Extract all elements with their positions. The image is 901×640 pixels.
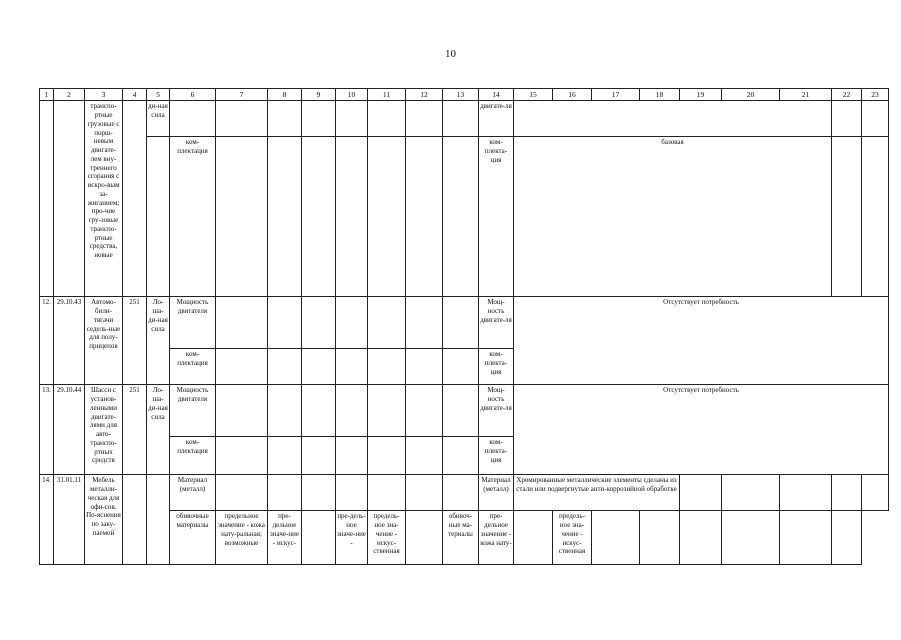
characteristic: обивочные материалы xyxy=(170,511,216,565)
value: предельное значение - кожа нату-ральная; возможные xyxy=(216,511,268,565)
page-number: 10 xyxy=(445,48,456,60)
col-header: 7 xyxy=(216,89,268,101)
okei-code: 251 xyxy=(123,297,147,385)
col-header: 12 xyxy=(406,89,443,101)
table-row xyxy=(40,137,889,297)
row-number: 13. xyxy=(40,385,54,475)
col-header: 1 xyxy=(40,89,54,101)
col-header: 13 xyxy=(443,89,479,101)
characteristic: Материал (металл) xyxy=(479,475,514,511)
value: Отсутствует потребность xyxy=(514,297,889,385)
col-header: 8 xyxy=(268,89,302,101)
col-header: 17 xyxy=(592,89,640,101)
row-number: 14. xyxy=(40,475,54,565)
col-header: 20 xyxy=(722,89,780,101)
table-row xyxy=(40,297,889,349)
col-header: 19 xyxy=(680,89,722,101)
col-header: 5 xyxy=(147,89,170,101)
characteristic: ком-плекта-ция xyxy=(479,349,514,385)
row-number: 12. xyxy=(40,297,54,385)
col-header: 3 xyxy=(85,89,123,101)
value: пре-дель-ное значе-ние - xyxy=(336,511,368,565)
okei-code: 251 xyxy=(123,385,147,475)
col-header: 16 xyxy=(553,89,592,101)
okpd-code: 29.10.43 xyxy=(54,297,85,385)
characteristic: обивоч-ные ма-териалы xyxy=(443,511,479,565)
okpd-code: 29.10.44 xyxy=(54,385,85,475)
table-row xyxy=(40,385,889,437)
value: базовая xyxy=(514,137,832,297)
characteristic: Мощность двигателя xyxy=(170,385,216,437)
col-header: 14 xyxy=(479,89,514,101)
characteristic: Мощ-ность двигате-ля xyxy=(479,297,514,349)
characteristic: ком-плекта-ция xyxy=(479,437,514,475)
okpd-code: 31.01.11 xyxy=(54,475,85,565)
col-header: 18 xyxy=(640,89,680,101)
value: предель-ное зна-чение - искус-ственная xyxy=(553,511,592,565)
characteristic: Материал (металл) xyxy=(170,475,216,511)
col-header: 11 xyxy=(368,89,406,101)
characteristic: двигате-ля xyxy=(479,101,514,137)
col-header: 21 xyxy=(780,89,832,101)
col-header: 15 xyxy=(514,89,553,101)
col-header: 10 xyxy=(336,89,368,101)
value: Хромированные металлические элементы сделаны из стали или подвергнутые анти-коррозийной обработке xyxy=(514,475,680,511)
characteristic: ком-плектация xyxy=(170,137,216,297)
header-row xyxy=(40,89,889,101)
value: Отсутствует потребность xyxy=(514,385,889,475)
col-header: 9 xyxy=(302,89,336,101)
unit: Ло-ша-ди-ная сила xyxy=(147,297,170,385)
value: предель-ное зна-чение - искус-ственная xyxy=(368,511,406,565)
col-header: 22 xyxy=(832,89,862,101)
value: пре-дельное значе-ние - искус- xyxy=(268,511,302,565)
col-header: 23 xyxy=(862,89,889,101)
value: пре-дельное значение - кожа нату- xyxy=(479,511,514,565)
col-header: 4 xyxy=(123,89,147,101)
characteristic: ком-плектация xyxy=(170,437,216,475)
characteristic: ком-плекта-ция xyxy=(479,137,514,297)
unit: Ло-ша-ди-ная сила xyxy=(147,385,170,475)
product-name: транспо-ртные грузовые с порш-невым двигате-лем вну-треннего сгорания с искро-вым за-жиганием; про-чие гру-зовые транспо-ртные средства, новые xyxy=(85,101,123,297)
table-row xyxy=(40,101,889,137)
col-header: 2 xyxy=(54,89,85,101)
characteristic: Мощ-ность двигате-ля xyxy=(479,385,514,437)
col-header: 6 xyxy=(170,89,216,101)
product-name: Шасси с установ-ленными двигате-лями для авто-транспо-ртных средств xyxy=(85,385,123,475)
unit: ди-ная сила xyxy=(147,101,170,137)
product-name: Мебель металли-ческая для офи-сов. По-яснения по заку-паемой xyxy=(85,475,123,565)
requirements-table xyxy=(39,88,889,565)
characteristic: ком-плектация xyxy=(170,349,216,385)
product-name: Автомо-били-тягачи седель-ные для полу-прицепов xyxy=(85,297,123,385)
table-row xyxy=(40,475,889,511)
characteristic: Мощность двигателя xyxy=(170,297,216,349)
